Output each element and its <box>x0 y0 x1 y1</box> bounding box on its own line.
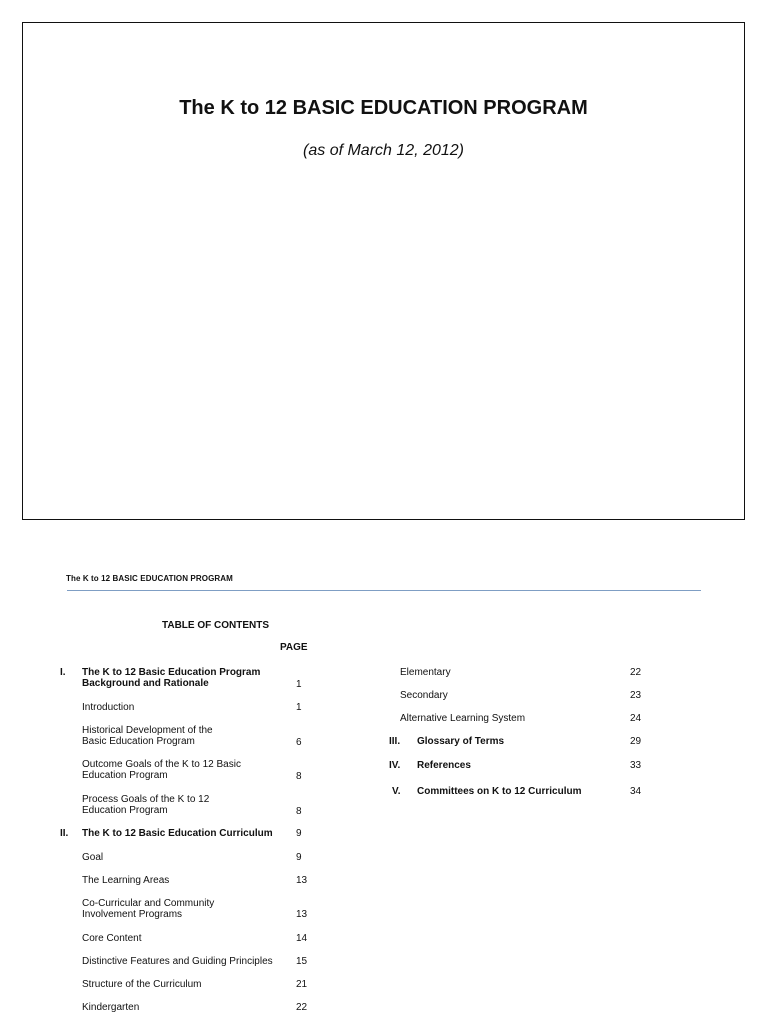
toc-entry-section-2: The K to 12 Basic Education Curriculum <box>82 828 273 839</box>
toc-entry-glossary: Glossary of Terms <box>417 736 505 747</box>
toc-section-number: V. <box>392 786 401 797</box>
toc-title: TABLE OF CONTENTS <box>162 620 270 631</box>
toc-entry-elementary: Elementary <box>400 667 451 678</box>
toc-entry-co-curricular <box>82 898 214 920</box>
running-header: The K to 12 BASIC EDUCATION PROGRAM <box>66 574 233 583</box>
toc-page-number: 33 <box>630 760 642 771</box>
toc-entry-learning-areas: The Learning Areas <box>82 875 170 886</box>
toc-entry-introduction: Introduction <box>82 702 135 713</box>
toc-entry-alternative-learning: Alternative Learning System <box>400 713 526 724</box>
cover-subtitle: (as of March 12, 2012) <box>303 142 464 159</box>
toc-page-number: 22 <box>296 1002 308 1013</box>
toc-entry-historical-development <box>82 725 213 747</box>
toc-page-number: 21 <box>296 979 308 990</box>
cover-title: The K to 12 BASIC EDUCATION PROGRAM <box>179 97 588 119</box>
toc-page-number: 1 <box>296 679 302 690</box>
toc-entry-core-content: Core Content <box>82 933 142 944</box>
toc-page-number: 15 <box>296 956 308 967</box>
toc-entry-line: Involvement Programs <box>82 909 183 920</box>
toc-page-number: 14 <box>296 933 308 944</box>
toc-page-number: 24 <box>630 713 642 724</box>
toc-entry-goal: Goal <box>82 852 104 863</box>
header-rule <box>67 590 701 591</box>
toc-page-number: 13 <box>296 909 308 920</box>
toc-page-number: 8 <box>296 771 302 782</box>
toc-entry-line: Basic Education Program <box>82 736 195 747</box>
toc-page-number: 13 <box>296 875 308 886</box>
toc-entry-outcome-goals <box>82 759 241 781</box>
toc-entry-section-1 <box>82 667 260 689</box>
toc-entry-line: The K to 12 Basic Education Program <box>82 667 261 678</box>
toc-page-column-header: PAGE <box>280 642 308 653</box>
toc-page-number: 34 <box>630 786 642 797</box>
toc-entry-process-goals <box>82 794 209 816</box>
toc-entry-committees: Committees on K to 12 Curriculum <box>417 786 582 797</box>
toc-page-number: 22 <box>630 667 642 678</box>
toc-entry-line: Process Goals of the K to 12 <box>82 794 210 805</box>
toc-entry-line: Education Program <box>82 770 168 781</box>
toc-page-number: 8 <box>296 806 302 817</box>
toc-entry-secondary: Secondary <box>400 690 448 701</box>
toc-page-number: 23 <box>630 690 642 701</box>
toc-section-number: I. <box>60 667 66 678</box>
toc-section-number: II. <box>60 828 69 839</box>
toc-page-number: 9 <box>296 828 302 839</box>
toc-entry-line: Historical Development of the <box>82 725 213 736</box>
cover-page <box>22 22 745 520</box>
toc-page-number: 29 <box>630 736 642 747</box>
toc-entry-line: Education Program <box>82 805 168 816</box>
toc-section-number: IV. <box>389 760 401 771</box>
toc-entry-references: References <box>417 760 471 771</box>
toc-entry-kindergarten: Kindergarten <box>82 1002 140 1013</box>
toc-page-number: 9 <box>296 852 302 863</box>
toc-entry-line: Co-Curricular and Community <box>82 898 215 909</box>
toc-entry-line: Background and Rationale <box>82 678 209 689</box>
toc-entry-structure: Structure of the Curriculum <box>82 979 202 990</box>
toc-section-number: III. <box>389 736 401 747</box>
toc-page-number: 1 <box>296 702 302 713</box>
toc-entry-distinctive-features: Distinctive Features and Guiding Principles <box>82 956 273 967</box>
toc-page-number: 6 <box>296 737 302 748</box>
toc-entry-line: Outcome Goals of the K to 12 Basic <box>82 759 241 770</box>
